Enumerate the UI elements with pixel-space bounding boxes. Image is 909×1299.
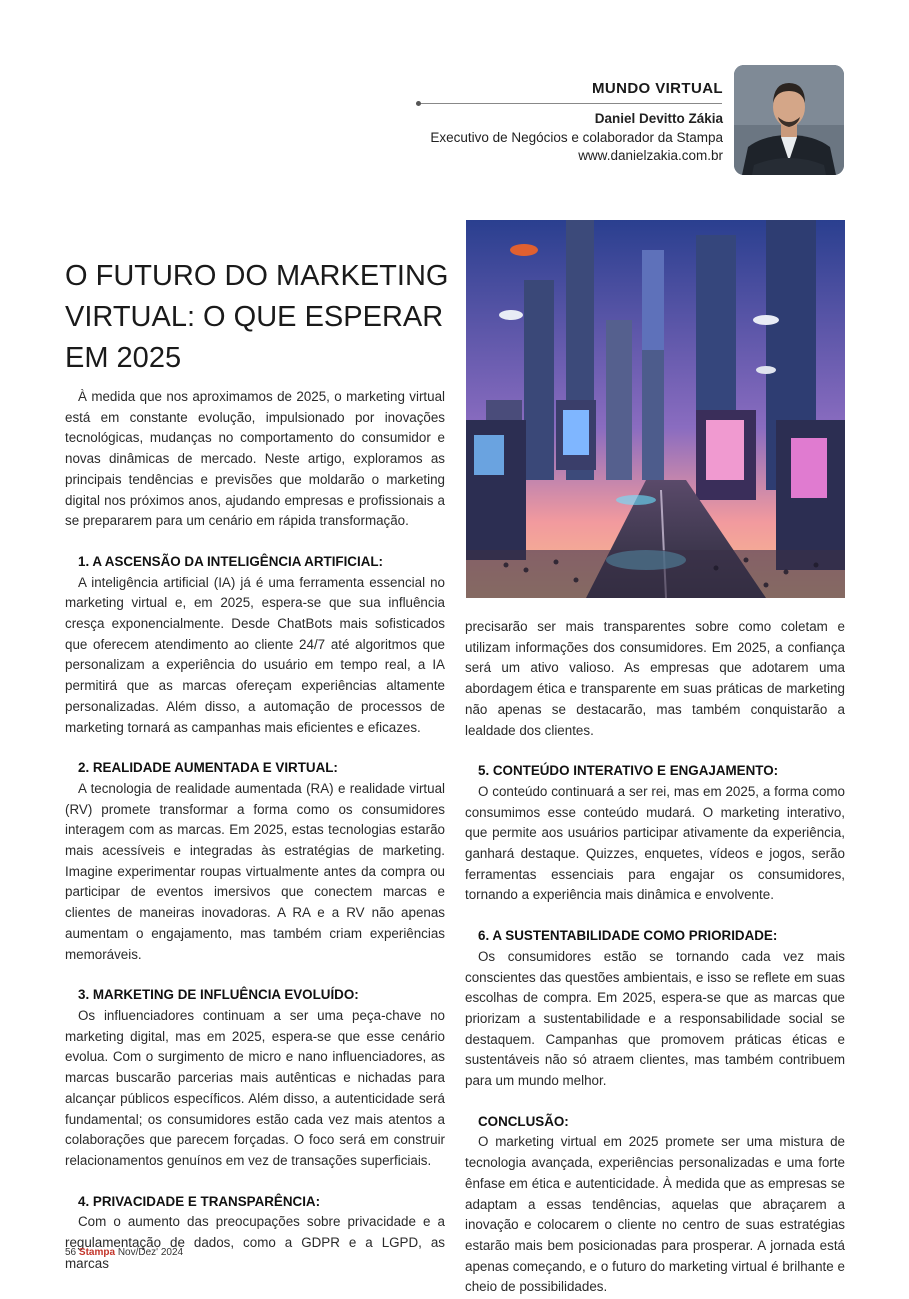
- issue-date: Nov/Dez' 2024: [117, 1247, 184, 1258]
- author-role: Executivo de Negócios e colaborador da Stampa: [430, 130, 723, 145]
- section-heading: CONCLUSÃO:: [478, 1113, 569, 1129]
- section-text: O marketing virtual em 2025 promete ser uma mistura de tecnologia avançada, experiências personalizadas e uma forte ênfase em ética e autenticidade. À medida que as empresas se adaptam a essas tendências, aquelas que abraçarem a inovação e colocarem o cliente no centro de suas estratégias estarão mais bem posicionadas para prosperar. A jornada está apenas começando, e o futuro do marketing virtual é brilhante e cheio de possibilidades.: [465, 1134, 845, 1295]
- page-footer: [65, 1247, 183, 1258]
- page-number: 56: [65, 1247, 77, 1258]
- section-text: Com o aumento das preocupações sobre privacidade e a regulamentação de dados, como a GDPR e a LGPD, as marcas: [65, 1214, 445, 1271]
- section-heading: 3. MARKETING DE INFLUÊNCIA EVOLUÍDO:: [78, 987, 359, 1003]
- article-title: O FUTURO DO MARKETING VIRTUAL: O QUE ESPERAR EM 2025: [65, 260, 449, 374]
- author-photo: [734, 65, 844, 175]
- section-heading: 1. A ASCENSÃO DA INTELIGÊNCIA ARTIFICIAL:: [78, 553, 384, 569]
- section-text-continued: precisarão ser mais transparentes sobre como coletam e utilizam informações dos consumidores. Em 2025, a confiança será um ativo valioso. As empresas que adotarem uma abordagem ética e transparente em suas práticas de marketing não apenas se destacarão, mas também conquistarão a lealdade dos clientes.: [465, 619, 845, 738]
- section-text: Os influenciadores continuam a ser uma peça-chave no marketing digital, mas em 2025, espera-se que esse cenário evolua. Com o surgimento de micro e nano influenciadores, as marcas buscarão parcerias mais autênticas e nichadas para alcançar públicos específicos. Além disso, a autenticidade será fundamental; os consumidores estão cada vez mais atentos a colaborações que parecem forçadas. O foco será em construir relacionamentos genuínos em vez de transações superficiais.: [65, 1007, 445, 1168]
- section-heading: 2. REALIDADE AUMENTADA E VIRTUAL:: [78, 760, 338, 776]
- section-text: O conteúdo continuará a ser rei, mas em 2025, a forma como consumimos esse conteúdo mudará. O marketing interativo, que permite aos usuários participar ativamente da experiência, ganhará destaque. Quizzes, enquetes, vídeos e jogos, serão ferramentas essenciais para engajar os consumidores, tornando a experiência mais dinâmica e envolvente.: [465, 783, 845, 903]
- right-column: [465, 617, 845, 1298]
- header-divider: [416, 103, 722, 104]
- section-heading: 4. PRIVACIDADE E TRANSPARÊNCIA:: [78, 1193, 321, 1209]
- section-heading: 5. CONTEÚDO INTERATIVO E ENGAJAMENTO:: [478, 763, 779, 779]
- author-portrait-icon: [734, 65, 844, 175]
- author-website[interactable]: www.danielzakia.com.br: [578, 148, 723, 163]
- section-text: Os consumidores estão se tornando cada vez mais conscientes das questões ambientais, e isso se reflete em suas escolhas de compra. Em 2025, espera-se que as marcas que priorizam a sustentabilidade e a responsabilidade social se destaquem. Campanhas que promovem práticas éticas e sustentáveis não só atraem clientes, mas também contribuem para um mundo melhor.: [465, 948, 845, 1089]
- intro-paragraph: À medida que nos aproximamos de 2025, o marketing virtual está em constante evolução, impulsionado por inovações tecnológicas, mudanças no comportamento do consumidor e novas dinâmicas de mercado. Neste artigo, exploramos as principais tendências e previsões que moldarão o marketing digital nos próximos anos, ajudando empresas e profissionais a se prepararem para um cenário em rápida transformação.: [65, 389, 445, 529]
- left-column: [65, 387, 445, 1274]
- section-text: A inteligência artificial (IA) já é uma ferramenta essencial no marketing virtual e, em 2025, espera-se que sua influência cresça exponencialmente. Desde ChatBots mais sofisticados que oferecem atendimento ao cliente 24/7 até algoritmos que personalizam a experiência do usuário em tempo real, a IA permitirá que as marcas ofereçam experiências altamente personalizadas. Além disso, a automação de processos de marketing tornará as campanhas mais eficientes e eficazes.: [65, 574, 445, 735]
- section-heading: 6. A SUSTENTABILIDADE COMO PRIORIDADE:: [478, 928, 778, 944]
- section-tag: MUNDO VIRTUAL: [591, 80, 723, 97]
- section-text: A tecnologia de realidade aumentada (RA) e realidade virtual (RV) promete transformar a forma como os consumidores interagem com as marcas. Em 2025, estas tecnologias estarão mais acessíveis e integradas às estratégias de marketing. Imagine experimentar roupas virtualmente antes da compra ou participar de eventos imersivos que conectem marcas e clientes de maneiras inovadoras. A RA e a RV não apenas aumentam o engajamento, mas também criam experiências memoráveis.: [65, 780, 445, 962]
- author-name: Daniel Devitto Zákia: [594, 111, 723, 126]
- futuristic-city-icon: [466, 220, 845, 598]
- section-header: [592, 80, 723, 97]
- hero-image: [466, 220, 845, 598]
- magazine-name: Stampa: [78, 1247, 116, 1258]
